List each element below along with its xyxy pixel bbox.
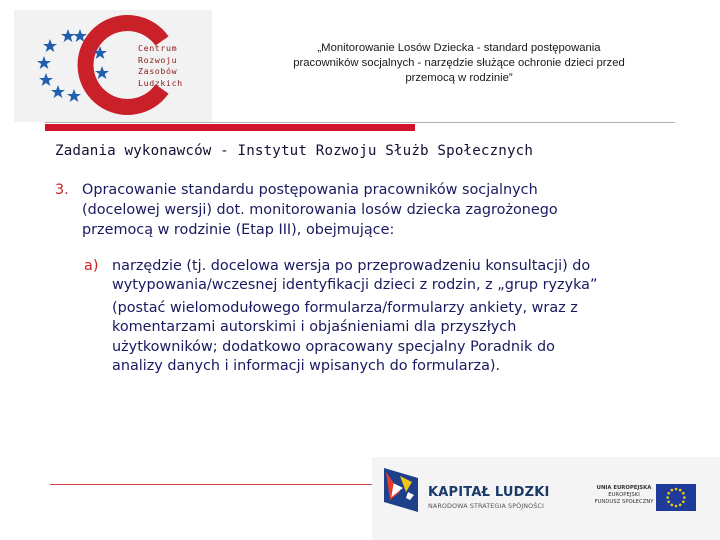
logo-line: Ludzkich <box>138 77 183 88</box>
header-accent-bar <box>45 124 415 131</box>
sub-item-line: użytkowników; dodatkowo opracowany specjalny Poradnik do <box>112 339 555 355</box>
header-divider <box>45 122 675 123</box>
eu-line: FUNDUSZ SPOŁECZNY <box>594 499 654 505</box>
kapital-ludzki-subtitle: NARODOWA STRATEGIA SPÓJNOŚCI <box>428 502 544 510</box>
sub-item-line: analizy danych i informacji wpisanych do formularza). <box>112 358 501 374</box>
crzl-logo-text <box>138 43 218 89</box>
list-item-line: Opracowanie standardu postępowania pracowników socjalnych <box>82 182 538 198</box>
logo-line: Zasobów <box>138 66 178 76</box>
sub-item-line: (postać wielomodułowego formularza/formularzy ankiety, wraz z <box>112 300 578 316</box>
sub-item-line: narzędzie (tj. docelowa wersja po przeprowadzeniu konsultacji) do <box>112 258 591 274</box>
kapital-ludzki-title: KAPITAŁ LUDZKI <box>428 485 550 500</box>
slide-title: Zadania wykonawców - Instytut Rozwoju Służb Społecznych <box>55 143 534 159</box>
header-title-line: pracowników socjalnych - narzędzie służące ochronie dzieci przed <box>293 57 625 69</box>
eu-fund-text <box>588 485 660 506</box>
header-title-line: przemocą w rodzinie” <box>405 72 513 84</box>
logo-line: Centrum <box>138 43 178 53</box>
sub-item-line: komentarzami autorskimi i objaśnieniami dla przyszłych <box>112 319 517 335</box>
list-number: 3. <box>55 182 69 198</box>
sub-item-number: a) <box>84 258 99 274</box>
kapital-ludzki-logo-icon <box>378 462 424 514</box>
header-title-line: „Monitorowanie Losów Dziecka - standard postępowania <box>317 42 601 54</box>
logo-line: Rozwoju <box>138 54 178 65</box>
eu-flag-icon <box>656 484 696 511</box>
eu-line: UNIA EUROPEJSKA <box>596 485 652 491</box>
crzl-logo <box>14 10 212 122</box>
list-item-line: przemocą w rodzinie (Etap III), obejmujące: <box>82 222 395 238</box>
footer-divider <box>50 484 372 485</box>
list-item-line: (docelowej wersji) dot. monitorowania losów dziecka zagrożonego <box>82 202 558 218</box>
sub-item-line: wytypowania/wczesnej identyfikacji dzieci z rodzin, z „grup ryzyka” <box>112 277 598 293</box>
eu-line: EUROPEJSKI <box>608 492 640 498</box>
header-title <box>240 41 678 86</box>
